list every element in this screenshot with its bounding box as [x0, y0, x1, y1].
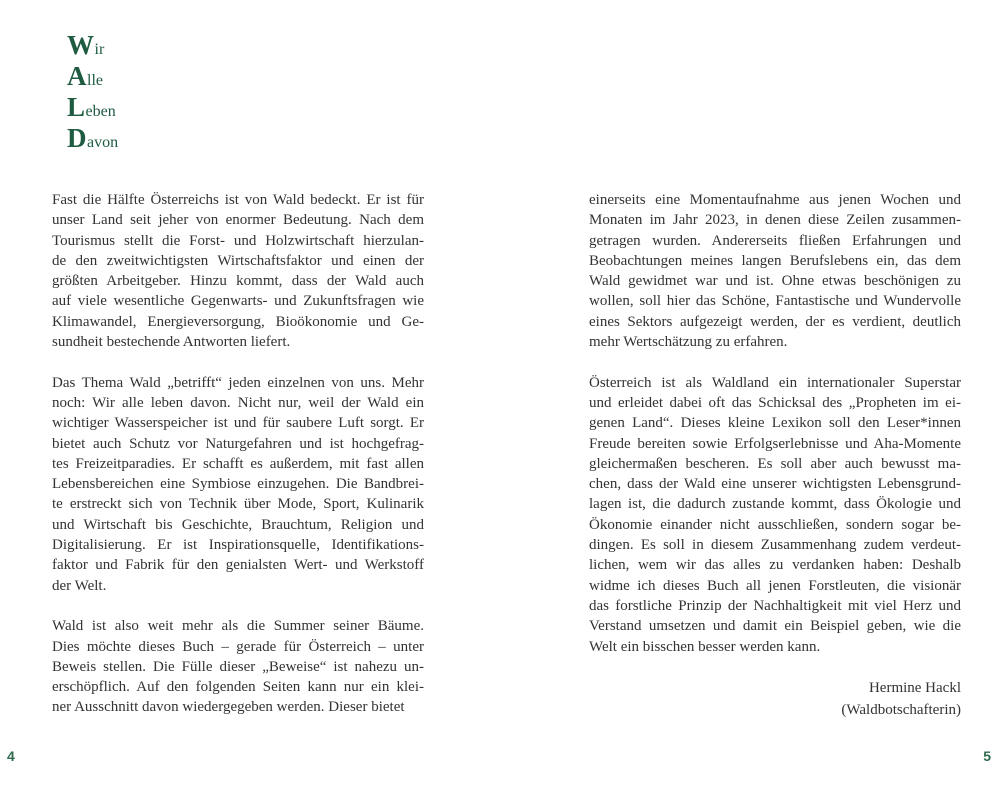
- text-line: Digitalisierung. Er ist Inspirationsquelle, Identifikations-: [52, 537, 424, 554]
- title-rest-lle: lle: [87, 72, 103, 89]
- text-line: de den zweitwichtigsten Wirtschaftsfaktor und einen der: [52, 252, 424, 269]
- page-title: [67, 30, 118, 154]
- text-line: Freude bereiten sowie Erfolgserlebnisse und Aha-Momente: [589, 435, 961, 452]
- text-line: das forstliche Prinzip der Nachhaltigkeit mit viel Herz und: [589, 597, 961, 614]
- text-line: tes Freizeitparadies. Er schafft es außerdem, mit fast allen: [52, 455, 424, 472]
- text-line: wollen, soll hier das Schöne, Fantastische und Wundervolle: [589, 293, 961, 310]
- text-line: Dies möchte dieses Buch – gerade für Österreich – unter: [52, 638, 424, 655]
- text-line: Fast die Hälfte Österreichs ist von Wald bedeckt. Er ist für: [52, 192, 424, 208]
- text-line: einerseits eine Momentaufnahme aus jenen Wochen und: [589, 192, 961, 208]
- text-line: Beweis stellen. Die Fülle dieser „Beweise“ ist nahezu un-: [52, 658, 424, 675]
- text-line: und erleidet dabei oft das Schicksal des „Propheten im ei-: [589, 394, 961, 411]
- page-number-right: 5: [983, 748, 991, 764]
- title-initial-w: W: [67, 30, 95, 60]
- text-line: auf viele wesentliche Gegenwarts- und Zukunftsfragen wie: [52, 293, 424, 310]
- text-line: und Wirtschaft bis Geschichte, Brauchtum, Religion und: [52, 516, 424, 533]
- text-line: der Welt.: [52, 577, 107, 594]
- author-signature: [589, 677, 961, 721]
- title-rest-eben: eben: [85, 103, 116, 120]
- text-line: eines Sektors aufgezeigt werden, der es verdient, deutlich: [589, 313, 961, 330]
- text-line: Tourismus stellt die Forst- und Holzwirtschaft hierzulan-: [52, 232, 424, 249]
- text-line: erschöpflich. Auf den folgenden Seiten kann nur ein klei-: [52, 679, 424, 696]
- page-number-left: 4: [7, 748, 15, 764]
- text-line: unser Land seit jeher von enormer Bedeutung. Nach dem: [52, 212, 424, 229]
- title-initial-l: L: [67, 92, 86, 122]
- title-line-alle: [67, 61, 118, 92]
- text-line: te erstreckt sich von Technik über Mode, Sport, Kulinarik: [52, 496, 424, 513]
- paragraph-right-1: [589, 190, 961, 352]
- text-line: wichtiger Wasserspeicher ist und für saubere Luft sorgt. Er: [52, 415, 424, 432]
- text-line: getragen wurden. Andererseits fließen Erfahrungen und: [589, 232, 961, 249]
- text-line: lichen, wem wir das alles zu verdanken haben: Deshalb: [589, 557, 961, 574]
- text-line: dingen. Es soll in diesem Zusammenhang zudem verdeut-: [589, 537, 961, 554]
- text-line: gleichermaßen bescheren. Es soll aber auch bewusst ma-: [589, 455, 961, 472]
- paragraph-left-2: [52, 373, 424, 596]
- title-rest-avon: avon: [87, 134, 119, 151]
- left-text-column: [52, 190, 424, 738]
- paragraph-left-3: [52, 616, 424, 717]
- paragraph-left-1: [52, 190, 424, 352]
- text-line: größten Arbeitgeber. Hinzu kommt, dass der Wald auch: [52, 273, 424, 290]
- text-line: lagen ist, die dadurch zustande kommt, dass Ökologie und: [589, 496, 961, 513]
- text-line: genen Land“. Dieses kleine Lexikon soll den Leser*innen: [589, 415, 961, 432]
- text-line: Verstand umsetzen und damit ein Beispiel geben, wie die: [589, 618, 961, 635]
- text-line: Welt ein bisschen besser werden kann.: [589, 638, 821, 655]
- text-line: faktor und Fabrik für den genialsten Wert- und Werkstoff: [52, 557, 424, 574]
- signature-name: Hermine Hackl: [868, 680, 961, 697]
- title-line-wir: [67, 30, 118, 61]
- text-line: Österreich ist als Waldland ein internationaler Superstar: [589, 374, 961, 391]
- text-line: widme ich dieses Buch all jenen Forstleuten, die visionär: [589, 577, 961, 594]
- text-line: noch: Wir alle leben davon. Nicht nur, weil der Wald ein: [52, 394, 424, 411]
- text-line: ner Ausschnitt davon wiedergegeben werden. Dieser bietet: [52, 699, 405, 716]
- text-line: Wald gewidmet war und ist. Ohne etwas beschönigen zu: [589, 273, 961, 290]
- text-line: mehr Wertschätzung zu erfahren.: [589, 334, 788, 351]
- text-line: Lebensbereichen eine Symbiose einzugehen. Die Bandbrei-: [52, 476, 424, 493]
- text-line: Beobachtungen meines langen Berufslebens ein, das dem: [589, 252, 961, 269]
- text-line: Das Thema Wald „betrifft“ jeden einzelnen von uns. Mehr: [52, 374, 424, 391]
- text-line: bietet auch Schutz vor Naturgefahren und ist hochgefrag-: [52, 435, 424, 452]
- right-text-column: [589, 190, 961, 721]
- paragraph-right-2: [589, 373, 961, 657]
- text-line: chen, dass der Wald eine unserer wichtigsten Lebensgrund-: [589, 476, 961, 493]
- title-initial-a: A: [67, 61, 87, 91]
- title-line-leben: [67, 92, 118, 123]
- text-line: Wald ist also weit mehr als die Summer seiner Bäume.: [52, 618, 424, 635]
- title-initial-d: D: [67, 123, 87, 153]
- text-line: Monaten im Jahr 2023, in denen diese Zeilen zusammen-: [589, 212, 961, 229]
- text-line: Ökonomie einander nicht ausschließen, sondern sogar be-: [589, 516, 961, 533]
- text-line: sundheit bestechende Antworten liefert.: [52, 334, 291, 351]
- signature-role: (Waldbotschafterin): [841, 702, 961, 719]
- text-line: Klimawandel, Energieversorgung, Bioökonomie und Ge-: [52, 313, 424, 330]
- title-line-davon: [67, 123, 118, 154]
- title-rest-ir: ir: [94, 41, 105, 58]
